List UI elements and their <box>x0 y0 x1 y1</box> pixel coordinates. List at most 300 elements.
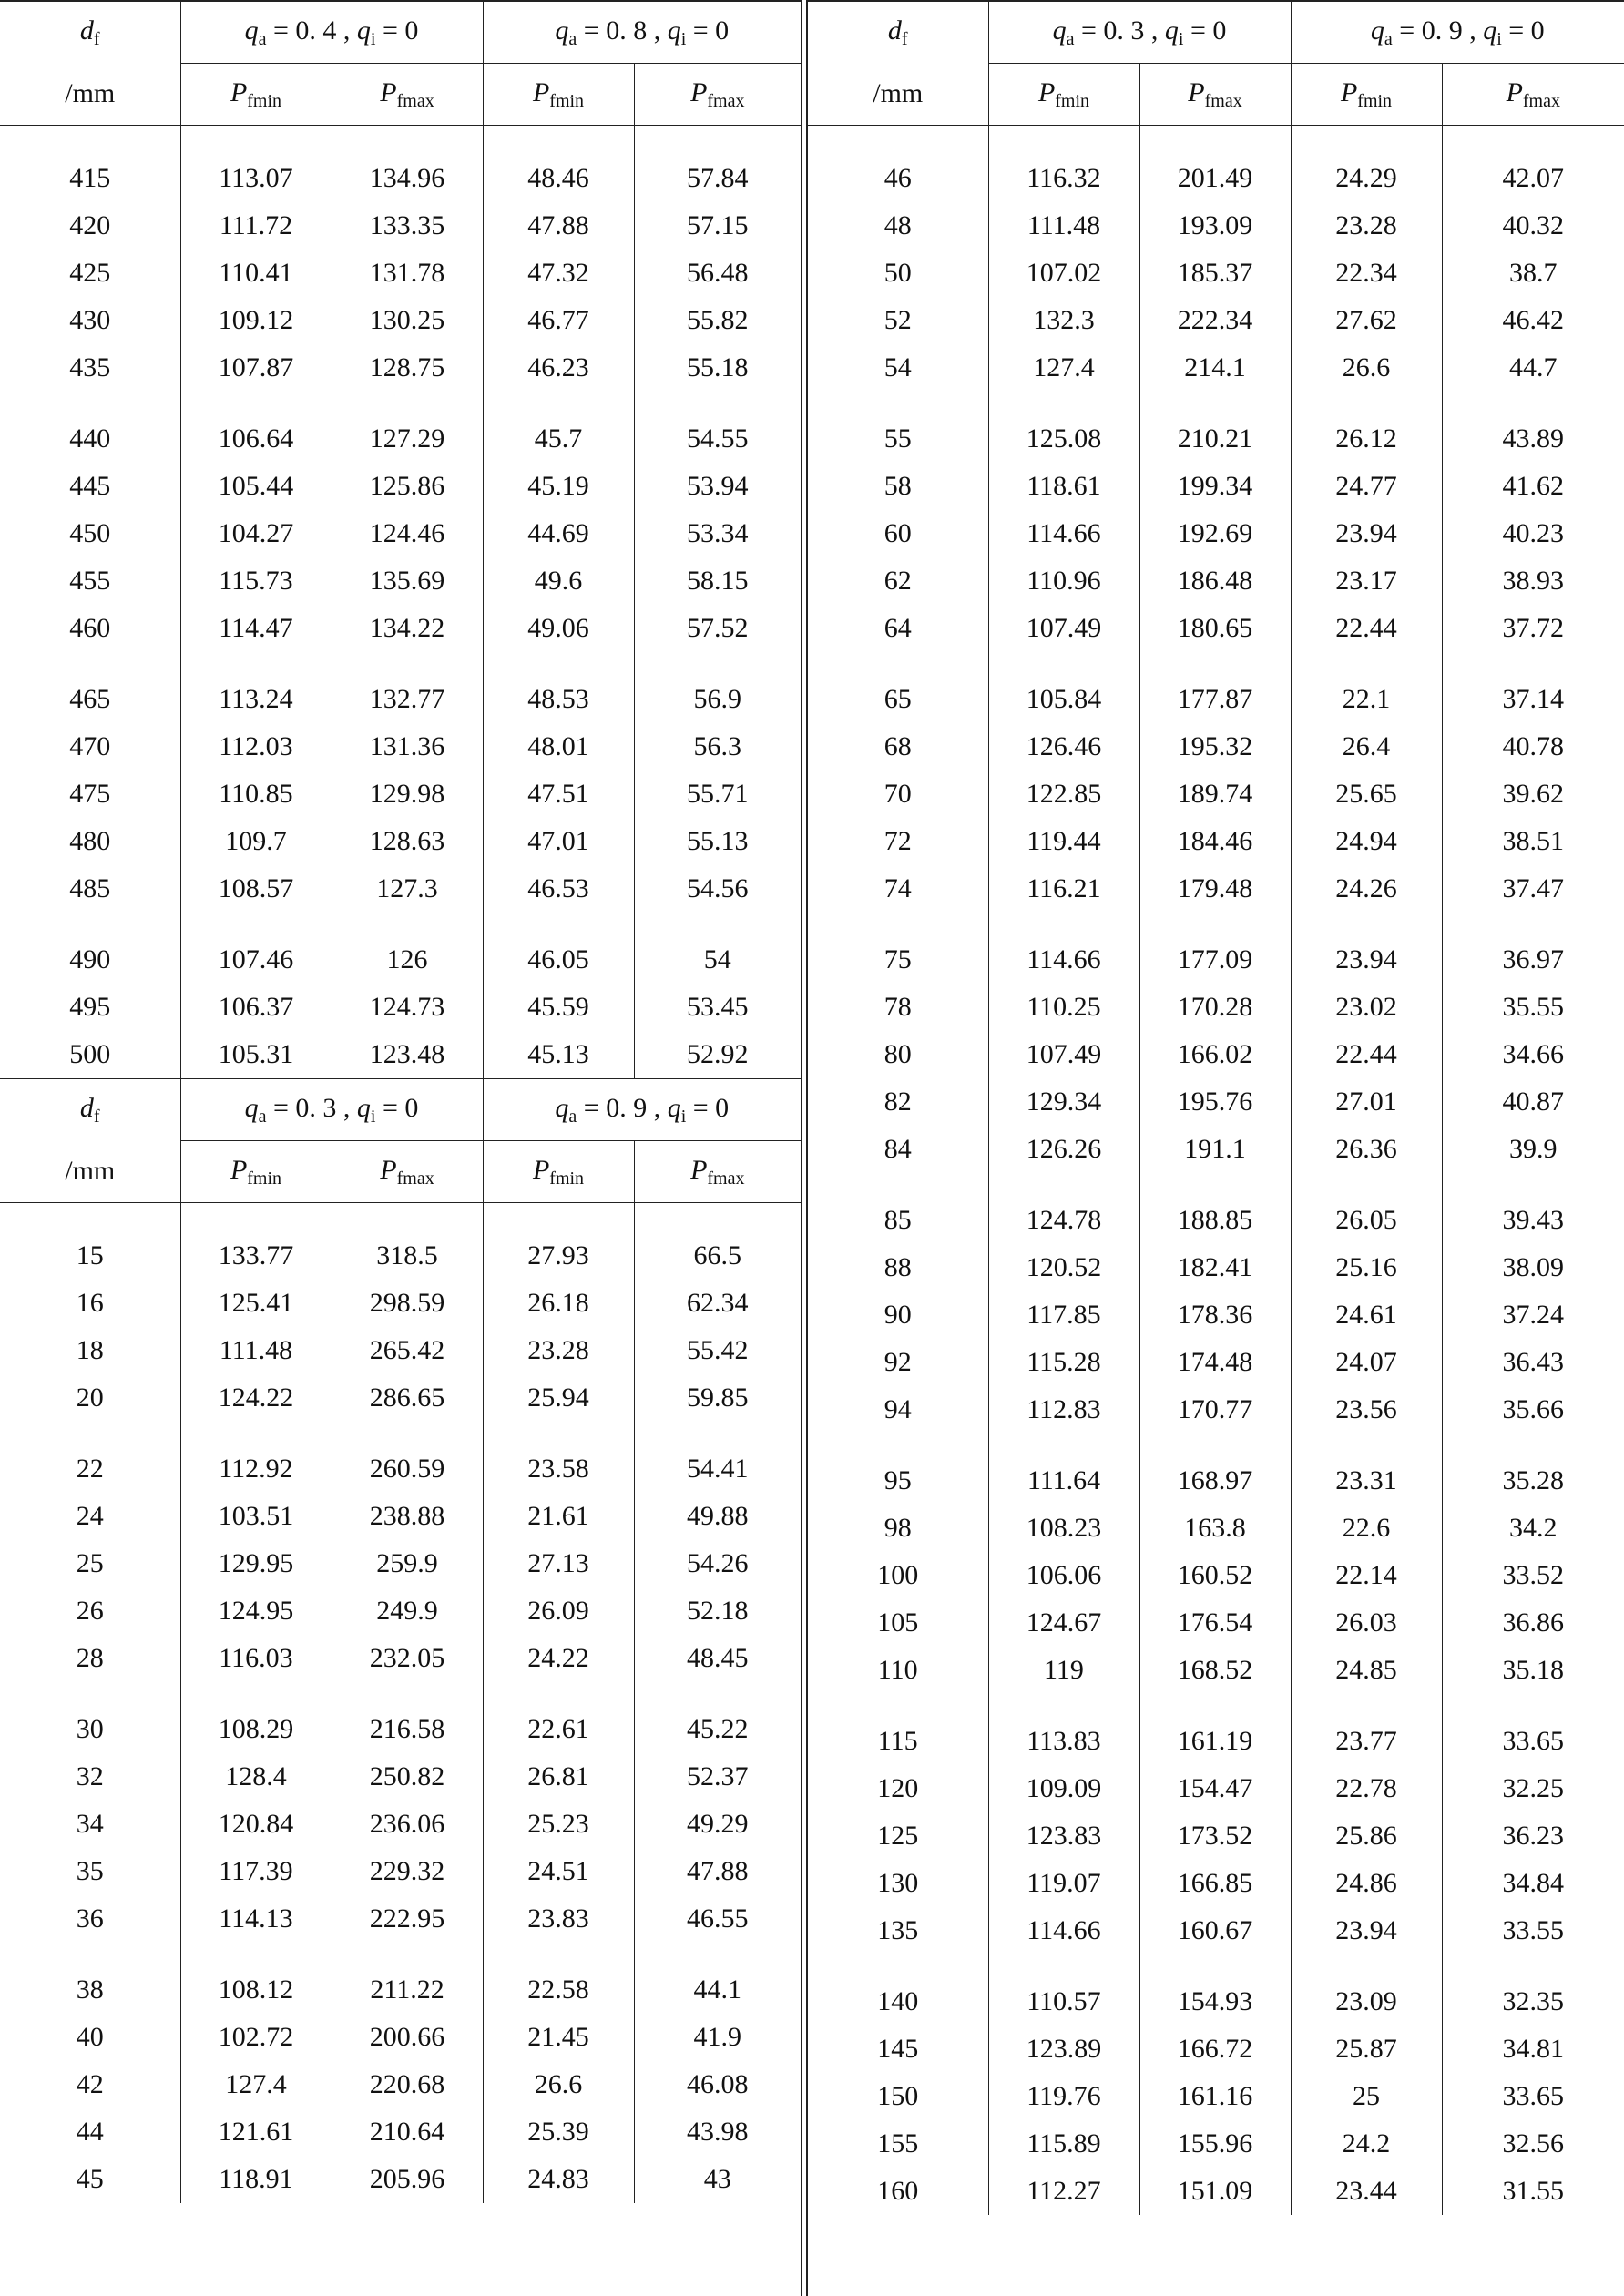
gap-cell <box>332 126 483 156</box>
top-gap <box>0 1203 801 1233</box>
value-cell: 127.4 <box>180 2061 332 2108</box>
df-cell: 80 <box>883 1039 912 1069</box>
table-row <box>0 297 801 344</box>
gap-cell <box>0 1943 180 1966</box>
value-cell: 22.34 <box>1291 250 1442 297</box>
equals: = <box>577 15 607 46</box>
block-gap <box>0 392 801 415</box>
gap-cell <box>180 1203 332 1233</box>
value-cell: 37.24 <box>1442 1291 1624 1339</box>
df-cell: 36 <box>76 1903 104 1934</box>
table-row <box>808 2026 1624 2073</box>
value-cell: 44.1 <box>634 1966 801 2014</box>
value-cell: 126 <box>332 936 483 984</box>
value-cell: 111.64 <box>988 1457 1139 1505</box>
value-cell: 52.37 <box>634 1753 801 1801</box>
df-cell: 32 <box>76 1761 104 1791</box>
table-row <box>808 1126 1624 1173</box>
gap-cell <box>988 1434 1139 1457</box>
block-gap <box>0 652 801 676</box>
value-cell: 33.65 <box>1442 2073 1624 2120</box>
value-cell: 25.16 <box>1291 1244 1442 1291</box>
value-cell: 25.23 <box>483 1801 634 1848</box>
value-cell: 113.07 <box>180 155 332 202</box>
value-cell: 23.56 <box>1291 1386 1442 1434</box>
value-cell: 108.23 <box>988 1505 1139 1552</box>
gap-cell <box>808 913 988 936</box>
value-cell: 49.29 <box>634 1801 801 1848</box>
pfmax-header <box>634 64 801 126</box>
gap-cell <box>483 1422 634 1445</box>
value-cell: 115.28 <box>988 1339 1139 1386</box>
equals: = <box>266 15 296 46</box>
value-cell: 126.26 <box>988 1126 1139 1173</box>
value-cell: 180.65 <box>1139 605 1291 652</box>
value-cell: 23.83 <box>483 1895 634 1943</box>
q-symbol: q <box>555 15 569 46</box>
value-cell: 24.83 <box>483 2156 634 2203</box>
value-cell: 33.65 <box>1442 1718 1624 1765</box>
value-cell: 106.64 <box>180 415 332 463</box>
gap-cell <box>634 1422 801 1445</box>
value-cell: 24.29 <box>1291 155 1442 202</box>
value-cell: 27.93 <box>483 1232 634 1280</box>
value-cell: 48.45 <box>634 1635 801 1682</box>
q-symbol: q <box>1052 15 1067 46</box>
value-cell: 117.85 <box>988 1291 1139 1339</box>
table-row <box>0 605 801 652</box>
q-subscript: a <box>258 28 267 49</box>
value-cell: 155.96 <box>1139 2120 1291 2168</box>
value-cell: 128.4 <box>180 1753 332 1801</box>
table-row <box>0 1895 801 1943</box>
value-cell: 34.81 <box>1442 2026 1624 2073</box>
gap-cell <box>988 1954 1139 1978</box>
df-cell: 46 <box>883 163 912 193</box>
gap-cell <box>634 652 801 676</box>
group-header-1 <box>988 1 1291 64</box>
table-row <box>808 463 1624 510</box>
value-cell: 24.26 <box>1291 865 1442 913</box>
value-cell: 47.88 <box>483 202 634 250</box>
value-cell: 44.69 <box>483 510 634 557</box>
value-cell: 116.21 <box>988 865 1139 913</box>
gap-cell <box>180 126 332 156</box>
value-cell: 110.85 <box>180 770 332 818</box>
value-cell: 54.41 <box>634 1445 801 1493</box>
df-cell: 110 <box>877 1655 918 1685</box>
value-cell: 195.76 <box>1139 1078 1291 1126</box>
value-cell: 124.95 <box>180 1587 332 1635</box>
df-cell: 25 <box>76 1548 104 1578</box>
table-row <box>808 676 1624 723</box>
value-cell: 53.34 <box>634 510 801 557</box>
table-row <box>0 1587 801 1635</box>
df-cell: 98 <box>883 1513 912 1543</box>
qi-value: 0 <box>1212 15 1227 46</box>
value-cell: 49.06 <box>483 605 634 652</box>
gap-cell <box>180 1422 332 1445</box>
value-cell: 55.13 <box>634 818 801 865</box>
value-cell: 186.48 <box>1139 557 1291 605</box>
value-cell: 211.22 <box>332 1966 483 2014</box>
gap-cell <box>1139 652 1291 676</box>
block-gap <box>808 1694 1624 1718</box>
value-cell: 53.45 <box>634 984 801 1031</box>
df-cell: 460 <box>69 613 111 643</box>
group-header-2 <box>1291 1 1624 64</box>
df-cell: 140 <box>877 1986 919 2016</box>
table-row <box>0 1848 801 1895</box>
df-cell: 490 <box>69 944 111 975</box>
gap-cell <box>1442 652 1624 676</box>
p-subscript: fmin <box>1055 90 1090 111</box>
value-cell: 166.85 <box>1139 1860 1291 1907</box>
value-cell: 56.3 <box>634 723 801 770</box>
p-subscript: fmin <box>247 90 282 111</box>
table-row <box>808 1860 1624 1907</box>
p-subscript: fmin <box>549 1168 585 1189</box>
value-cell: 37.14 <box>1442 676 1624 723</box>
value-cell: 177.09 <box>1139 936 1291 984</box>
df-cell: 15 <box>76 1240 104 1270</box>
df-cell: 480 <box>69 826 111 856</box>
block-gap <box>808 1173 1624 1197</box>
df-cell: 82 <box>883 1087 912 1117</box>
value-cell: 201.49 <box>1139 155 1291 202</box>
comma: , <box>1462 15 1484 46</box>
df-cell: 470 <box>69 731 111 761</box>
value-cell: 128.63 <box>332 818 483 865</box>
value-cell: 193.09 <box>1139 202 1291 250</box>
value-cell: 36.23 <box>1442 1812 1624 1860</box>
df-cell: 155 <box>877 2128 919 2158</box>
value-cell: 26.81 <box>483 1753 634 1801</box>
value-cell: 173.52 <box>1139 1812 1291 1860</box>
value-cell: 105.31 <box>180 1031 332 1079</box>
table-row <box>808 723 1624 770</box>
value-cell: 59.85 <box>634 1374 801 1422</box>
value-cell: 191.1 <box>1139 1126 1291 1173</box>
comma: , <box>336 15 357 46</box>
value-cell: 108.12 <box>180 1966 332 2014</box>
equals: = <box>1501 15 1531 46</box>
gap-cell <box>332 913 483 936</box>
df-cell: 34 <box>76 1809 104 1839</box>
table-row <box>808 1907 1624 1954</box>
value-cell: 39.43 <box>1442 1197 1624 1244</box>
df-cell: 115 <box>877 1726 918 1756</box>
value-cell: 116.03 <box>180 1635 332 1682</box>
value-cell: 38.51 <box>1442 818 1624 865</box>
value-cell: 111.48 <box>180 1327 332 1374</box>
table-row <box>0 344 801 392</box>
value-cell: 111.72 <box>180 202 332 250</box>
gap-cell <box>0 1422 180 1445</box>
table-row <box>808 2120 1624 2168</box>
gap-cell <box>0 126 180 156</box>
df-cell: 75 <box>883 944 912 975</box>
df-cell: 16 <box>76 1288 104 1318</box>
value-cell: 54.55 <box>634 415 801 463</box>
table-row <box>0 2156 801 2203</box>
gap-cell <box>988 1173 1139 1197</box>
gap-cell <box>1291 1434 1442 1457</box>
value-cell: 34.2 <box>1442 1505 1624 1552</box>
value-cell: 46.55 <box>634 1895 801 1943</box>
df-cell: 145 <box>877 2034 919 2064</box>
block-gap <box>808 1434 1624 1457</box>
equals: = <box>686 1092 716 1123</box>
value-cell: 184.46 <box>1139 818 1291 865</box>
table-row <box>0 1966 801 2014</box>
value-cell: 45.13 <box>483 1031 634 1079</box>
block-gap <box>808 1954 1624 1978</box>
df-cell: 100 <box>877 1560 919 1590</box>
qa-value: 0. 3 <box>295 1092 337 1123</box>
value-cell: 35.18 <box>1442 1647 1624 1694</box>
value-cell: 34.66 <box>1442 1031 1624 1078</box>
equals: = <box>1074 15 1104 46</box>
value-cell: 27.62 <box>1291 297 1442 344</box>
df-cell: 450 <box>69 518 111 548</box>
df-cell: 465 <box>69 684 111 714</box>
table-row <box>0 1031 801 1079</box>
value-cell: 102.72 <box>180 2014 332 2061</box>
value-cell: 33.55 <box>1442 1907 1624 1954</box>
value-cell: 23.28 <box>1291 202 1442 250</box>
value-cell: 38.7 <box>1442 250 1624 297</box>
value-cell: 118.61 <box>988 463 1139 510</box>
value-cell: 200.66 <box>332 2014 483 2061</box>
df-cell: 70 <box>883 779 912 809</box>
value-cell: 25.94 <box>483 1374 634 1422</box>
gap-cell <box>808 1434 988 1457</box>
gap-cell <box>1442 1954 1624 1978</box>
value-cell: 23.28 <box>483 1327 634 1374</box>
gap-cell <box>180 652 332 676</box>
block-gap <box>808 392 1624 415</box>
gap-cell <box>1291 1694 1442 1718</box>
value-cell: 22.58 <box>483 1966 634 2014</box>
value-cell: 170.28 <box>1139 984 1291 1031</box>
value-cell: 23.94 <box>1291 510 1442 557</box>
value-cell: 47.32 <box>483 250 634 297</box>
right-table <box>808 0 1624 2215</box>
df-cell: 45 <box>76 2164 104 2194</box>
gap-cell <box>1291 913 1442 936</box>
gap-cell <box>808 1173 988 1197</box>
value-cell: 182.41 <box>1139 1244 1291 1291</box>
value-cell: 24.77 <box>1291 463 1442 510</box>
df-cell: 485 <box>69 873 111 903</box>
header-row-1 <box>808 1 1624 64</box>
equals: = <box>686 15 716 46</box>
value-cell: 55.71 <box>634 770 801 818</box>
gap-cell <box>1291 1954 1442 1978</box>
value-cell: 55.42 <box>634 1327 801 1374</box>
value-cell: 132.3 <box>988 297 1139 344</box>
block-gap <box>0 913 801 936</box>
value-cell: 124.22 <box>180 1374 332 1422</box>
p-subscript: fmin <box>1357 90 1393 111</box>
top-gap <box>808 126 1624 156</box>
value-cell: 35.55 <box>1442 984 1624 1031</box>
value-cell: 33.52 <box>1442 1552 1624 1599</box>
value-cell: 168.97 <box>1139 1457 1291 1505</box>
value-cell: 130.25 <box>332 297 483 344</box>
value-cell: 131.78 <box>332 250 483 297</box>
p-subscript: fmin <box>549 90 585 111</box>
p-symbol: P <box>230 1154 248 1185</box>
qa-value: 0. 8 <box>606 15 648 46</box>
table-row <box>808 250 1624 297</box>
q-symbol: q <box>244 1092 259 1123</box>
value-cell: 112.83 <box>988 1386 1139 1434</box>
value-cell: 134.22 <box>332 605 483 652</box>
q-symbol: q <box>1483 15 1497 46</box>
value-cell: 113.24 <box>180 676 332 723</box>
df-cell: 150 <box>877 2081 919 2111</box>
df-cell: 475 <box>69 779 111 809</box>
df-cell: 420 <box>69 210 111 240</box>
df-cell: 22 <box>76 1454 104 1484</box>
value-cell: 26.18 <box>483 1280 634 1327</box>
table-row <box>0 1232 801 1280</box>
p-symbol: P <box>532 77 550 107</box>
comma: , <box>647 1092 668 1123</box>
header-row-2 <box>0 1141 801 1203</box>
gap-cell <box>0 392 180 415</box>
q-subscript: i <box>370 28 376 49</box>
table-row <box>808 1599 1624 1647</box>
qi-value: 0 <box>1530 15 1545 46</box>
unit-header: /mm <box>0 1141 180 1203</box>
gap-cell <box>634 913 801 936</box>
gap-cell <box>988 1694 1139 1718</box>
value-cell: 40.87 <box>1442 1078 1624 1126</box>
table-row <box>808 297 1624 344</box>
value-cell: 47.01 <box>483 818 634 865</box>
pfmax-header <box>332 1141 483 1203</box>
value-cell: 22.78 <box>1291 1765 1442 1812</box>
value-cell: 214.1 <box>1139 344 1291 392</box>
pfmin-header <box>180 64 332 126</box>
p-subscript: fmax <box>1522 90 1560 111</box>
value-cell: 26.6 <box>483 2061 634 2108</box>
value-cell: 46.23 <box>483 344 634 392</box>
value-cell: 24.2 <box>1291 2120 1442 2168</box>
gap-cell <box>988 652 1139 676</box>
gap-cell <box>808 1694 988 1718</box>
value-cell: 39.62 <box>1442 770 1624 818</box>
value-cell: 124.73 <box>332 984 483 1031</box>
gap-cell <box>332 1422 483 1445</box>
value-cell: 24.07 <box>1291 1339 1442 1386</box>
qi-value: 0 <box>715 1092 730 1123</box>
value-cell: 53.94 <box>634 463 801 510</box>
gap-cell <box>483 392 634 415</box>
gap-cell <box>180 392 332 415</box>
value-cell: 22.6 <box>1291 1505 1442 1552</box>
q-subscript: a <box>568 1106 577 1127</box>
d-subscript: f <box>901 28 908 49</box>
gap-cell <box>483 652 634 676</box>
df-cell: 42 <box>76 2069 104 2099</box>
value-cell: 54.26 <box>634 1540 801 1587</box>
qi-value: 0 <box>404 15 419 46</box>
pfmax-header <box>332 64 483 126</box>
table-row <box>0 1280 801 1327</box>
table-row <box>808 1291 1624 1339</box>
df-cell: 35 <box>76 1856 104 1886</box>
equals: = <box>266 1092 296 1123</box>
value-cell: 38.09 <box>1442 1244 1624 1291</box>
group-header-1 <box>180 1079 483 1141</box>
value-cell: 25.65 <box>1291 770 1442 818</box>
value-cell: 48.46 <box>483 155 634 202</box>
value-cell: 151.09 <box>1139 2168 1291 2215</box>
q-subscript: i <box>680 1106 687 1127</box>
p-subscript: fmin <box>247 1168 282 1189</box>
value-cell: 129.95 <box>180 1540 332 1587</box>
gap-cell <box>0 652 180 676</box>
value-cell: 265.42 <box>332 1327 483 1374</box>
table-row <box>808 2168 1624 2215</box>
table-row <box>808 344 1624 392</box>
table-row <box>808 1339 1624 1386</box>
value-cell: 110.25 <box>988 984 1139 1031</box>
value-cell: 220.68 <box>332 2061 483 2108</box>
gap-cell <box>483 1943 634 1966</box>
q-subscript: i <box>370 1106 376 1127</box>
pfmin-header <box>483 64 634 126</box>
p-symbol: P <box>1506 77 1523 107</box>
df-cell: 38 <box>76 1975 104 2005</box>
value-cell: 23.17 <box>1291 557 1442 605</box>
value-cell: 168.52 <box>1139 1647 1291 1694</box>
value-cell: 189.74 <box>1139 770 1291 818</box>
p-symbol: P <box>532 1154 550 1185</box>
value-cell: 170.77 <box>1139 1386 1291 1434</box>
df-cell: 40 <box>76 2022 104 2052</box>
value-cell: 174.48 <box>1139 1339 1291 1386</box>
value-cell: 123.48 <box>332 1031 483 1079</box>
value-cell: 52.92 <box>634 1031 801 1079</box>
value-cell: 36.97 <box>1442 936 1624 984</box>
table-row <box>0 1374 801 1422</box>
df-cell: 62 <box>883 566 912 596</box>
unit-header: /mm <box>0 64 180 126</box>
value-cell: 25.87 <box>1291 2026 1442 2073</box>
table-row <box>0 2108 801 2156</box>
value-cell: 286.65 <box>332 1374 483 1422</box>
value-cell: 132.77 <box>332 676 483 723</box>
value-cell: 119.44 <box>988 818 1139 865</box>
p-symbol: P <box>1188 77 1205 107</box>
value-cell: 31.55 <box>1442 2168 1624 2215</box>
value-cell: 119.07 <box>988 1860 1139 1907</box>
value-cell: 26.09 <box>483 1587 634 1635</box>
qi-value: 0 <box>715 15 730 46</box>
table-row <box>0 723 801 770</box>
equals: = <box>375 15 405 46</box>
gap-cell <box>1139 1434 1291 1457</box>
table-row <box>0 2014 801 2061</box>
value-cell: 166.02 <box>1139 1031 1291 1078</box>
value-cell: 23.94 <box>1291 1907 1442 1954</box>
value-cell: 112.03 <box>180 723 332 770</box>
